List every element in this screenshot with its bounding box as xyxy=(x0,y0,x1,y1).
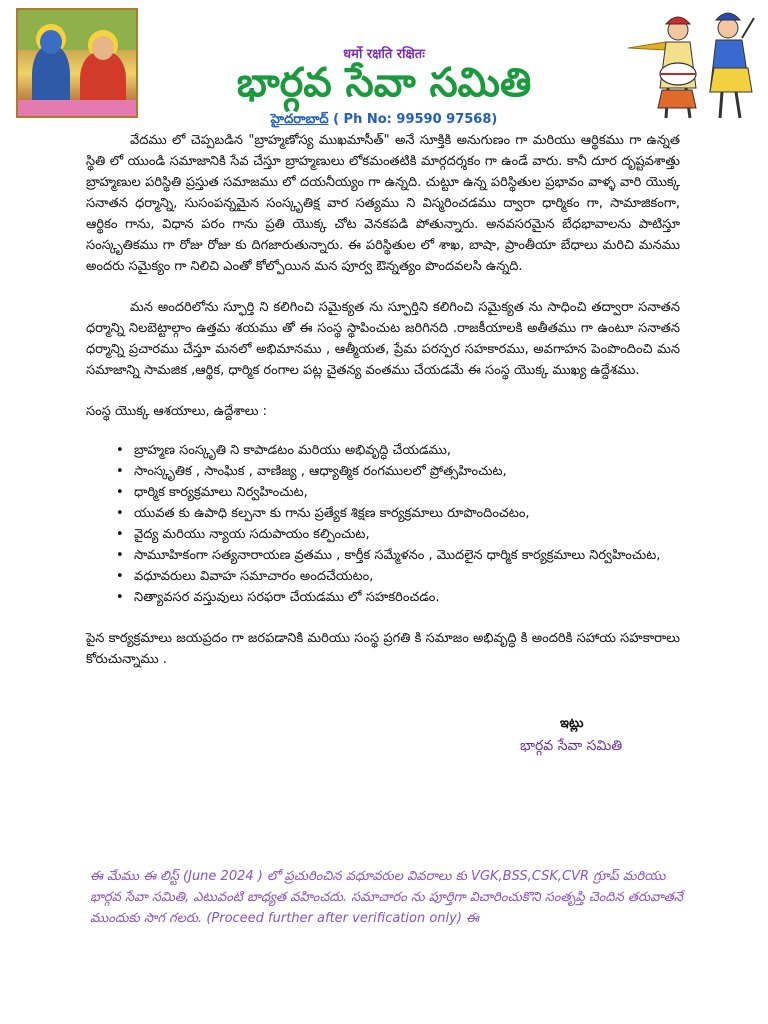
goal-item: • ధార్మిక కార్యక్రమాలు నిర్వహించుట, xyxy=(116,482,680,503)
goal-item: • సాంస్కృతిక , సాంఘిక , వాణిజ్య , ఆధ్యాత్మిక రంగములలో ప్రోత్సహించుట, xyxy=(116,461,680,482)
document-body xyxy=(86,130,680,670)
phone-number: ( Ph No: 99590 97568) xyxy=(328,112,498,127)
goal-item: • బ్రాహ్మణ సంస్కృతి ని కాపాడటం మరియు అభివృద్ధి చేయడము, xyxy=(116,440,680,461)
intro-paragraph: వేదము లో చెప్పబడిన "బ్రాహ్మణోస్య ముఖమాసీత్" అనే సూక్తికి అనుగుణం గా మరియు ఆర్థికము గా ఉన్నత స్థితి లో యుండి సమాజానికి సేవ చేస్తూ బ్రాహ్మణులు లోకమంతటికి మార్గదర్శకం గా ఉండే వారు. కానీ దూర దృష్టవశాత్తు బ్రాహ్మణుల పరిస్థితి ప్రస్తుత సమాజము లో దయనీయ్యం గా ఉన్నది. చుట్టూ ఉన్న పరిస్థితుల ప్రభావం వాళ్ళ వారి యొక్క సనాతన ధర్మాన్ని, సుసంపన్నమైన సంస్కృతిక్ష వార సత్యము ని విస్మరించడము ద్వారా ధార్మికం గా, సామాజికంగా, ఆర్థికం గాను, విధాన పరం గాను ప్రతి యొక్క చోట వెనకపడి పోతున్నారు. అనవసరమైన బేధభావాలను పాటిస్తూ సంస్కృతికము గా రోజు రోజు కు దిగజారుతున్నారు. ఈ పరిస్థితుల లో శాఖ, బాషా, ప్రాంతీయా బేధాలు మరిచి మనము అందరు సమైక్యం గా నిలిచి ఎంతో కోల్పోయిన మన పూర్వ ఔన్నత్యం పొందవలసి ఉన్నది. xyxy=(86,133,680,274)
closing-paragraph: పైన కార్యక్రమాలు జయప్రదం గా జరపడానికి మరియు సంస్థ ప్రగతి కి సమాజం అభివృద్ధి కి అందరికి సహాయ సహకారాలు కోరుచున్నాము . xyxy=(86,631,680,667)
goals-list xyxy=(86,440,680,608)
goals-heading: సంస్థ యొక్క ఆశయాలు, ఉద్దేశాలు : xyxy=(86,404,268,419)
goal-item: • వైద్య మరియు న్యాయ సదుపాయం కల్పించుట, xyxy=(116,524,680,545)
signature-organization: భార్గవ సేవా సమితి xyxy=(520,738,623,754)
signature-block xyxy=(520,716,720,757)
signature-salutation: ఇట్లు xyxy=(560,716,584,731)
organization-title: భార్గవ సేవా సమితి xyxy=(236,60,532,106)
city-and-phone xyxy=(0,112,768,130)
city-name: హైదరాబాద్ xyxy=(270,112,329,127)
goal-item: • నిత్యావసర వస్తువులు సరఫరా చేయడము లో సహకరించడం. xyxy=(116,587,680,608)
disclaimer-note: ఈ మేము ఈ లిస్ట్ (June 2024 ) లో ప్రచురించిన వధూవరుల వివరాలు కు VGK,BSS,CSK,CVR గ్రూప్ మరియు భార్గవ సేవా సమితి, ఎటువంటి బాధ్యత వహించదు. సమాచారం ను పూర్తిగా విచారించుకొని సంతృప్తి చెందిన తరువాతనే ముందుకు సాగ గలరు. (Proceed further after verification only) ఈ xyxy=(90,869,684,926)
goal-item: • యువత కు ఉపాధి కల్పనా కు గాను ప్రత్యేక శిక్షణ కార్యక్రమాలు రూపొందించటం, xyxy=(116,503,680,524)
purpose-paragraph: మన అందరిలోను స్ఫూర్తి ని కలిగించి సమైక్యత ను స్ఫూర్తిని కలిగించి సమైక్యత ను సాధించి తద్వారా సనాతన ధర్మాన్ని నిలబెట్టాల్గాం ఉత్తమ శయము తో ఈ సంస్థ స్థాపించుట జరిగినది .రాజకీయాలకి అతీతము గా ఉంటూ సనాతన ధర్మాన్ని ప్రచారము చేస్తూ మనలో అభిమానము , ఆత్మీయత, ప్రేమ పరస్పర సహకారము, అవగాహన పెంపొందించి మన సమాజాన్ని సామజిక ,ఆర్థిక, ధార్మిక రంగాల పట్ల చైతన్య వంతము చేయడమే ఈ సంస్థ యొక్క ముఖ్య ఉద్దేశము. xyxy=(86,300,680,378)
goal-item: • సామూహికంగా సత్యనారాయణ వ్రతము , కార్తీక సమ్మేళనం , మొదలైన ధార్మిక కార్యక్రమాలు నిర్వహించుట, xyxy=(116,545,680,566)
goal-item: • వధూవరులు వివాహ సమాచారం అందచేయటం, xyxy=(116,566,680,587)
sanskrit-motto: धर्मो रक्षति रक्षितः xyxy=(343,47,425,62)
